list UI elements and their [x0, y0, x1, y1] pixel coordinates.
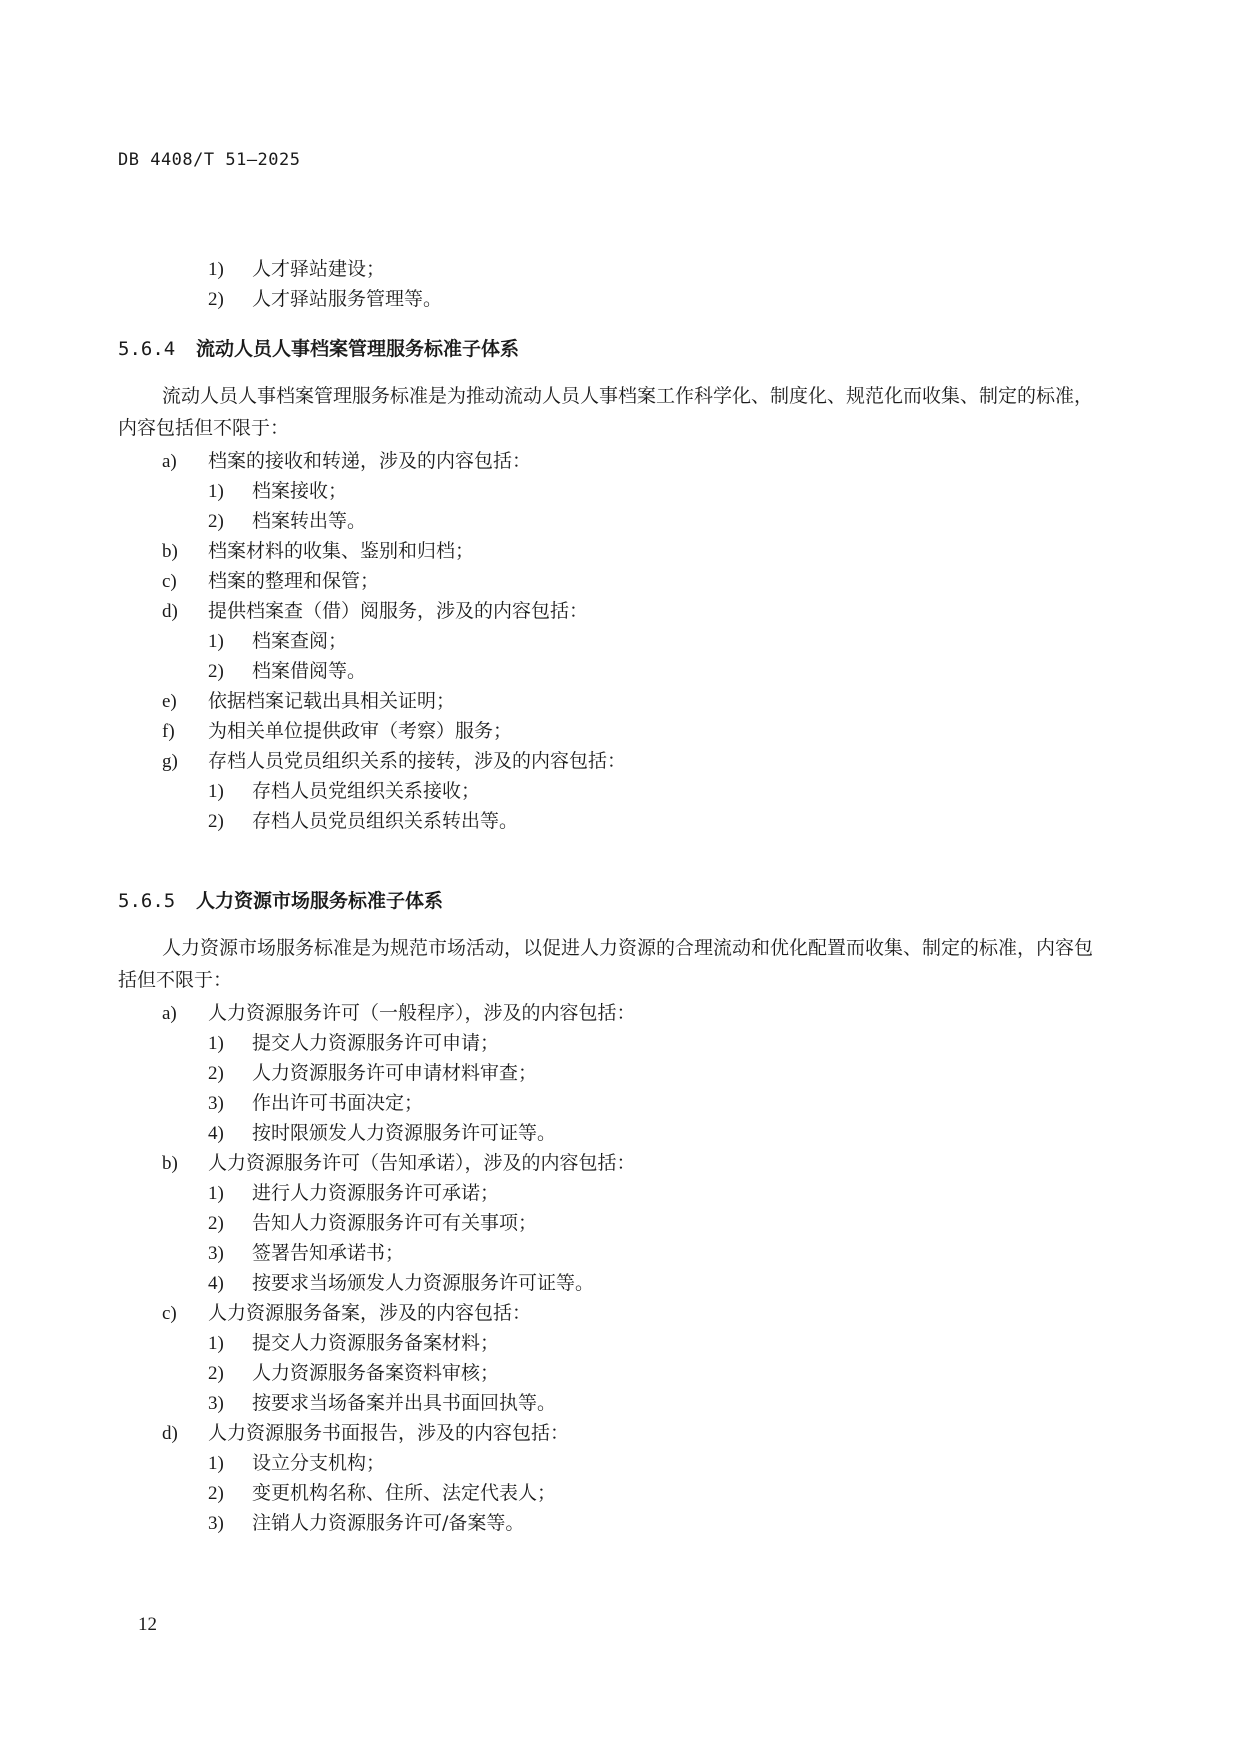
list-text: 人才驿站建设； — [252, 258, 386, 280]
list-item — [162, 746, 626, 777]
list-item — [208, 1118, 556, 1149]
list-text: 变更机构名称、住所、法定代表人； — [252, 1482, 557, 1504]
list-item — [162, 596, 588, 627]
list-marker: 3) — [208, 1513, 224, 1534]
list-text: 签署告知承诺书； — [252, 1242, 405, 1264]
list-marker: 2) — [208, 1363, 224, 1384]
list-text: 存档人员党员组织关系的接转，涉及的内容包括： — [208, 750, 627, 772]
list-text: 人力资源服务书面报告，涉及的内容包括： — [208, 1422, 570, 1444]
section-number: 5.6.4 — [118, 338, 176, 360]
list-text: 按要求当场备案并出具书面回执等。 — [252, 1392, 557, 1414]
list-text: 人力资源服务备案资料审核； — [252, 1362, 500, 1384]
list-item — [208, 1028, 499, 1059]
section-heading-5-6-5 — [118, 886, 443, 916]
list-marker: 2) — [208, 1063, 224, 1084]
list-marker: a) — [162, 1003, 177, 1024]
list-item — [208, 1268, 594, 1299]
list-text: 注销人力资源服务许可/备案等。 — [252, 1512, 525, 1534]
list-text: 按时限颁发人力资源服务许可证等。 — [252, 1122, 557, 1144]
list-item — [208, 1478, 556, 1509]
list-marker: 1) — [208, 481, 224, 502]
list-marker: 4) — [208, 1123, 224, 1144]
list-marker: c) — [162, 571, 177, 592]
list-marker: 1) — [208, 1333, 224, 1354]
list-item — [162, 566, 379, 597]
list-marker: g) — [162, 751, 178, 772]
section-title: 人力资源市场服务标准子体系 — [196, 890, 444, 912]
list-text: 为相关单位提供政审（考察）服务； — [208, 720, 513, 742]
list-text: 设立分支机构； — [252, 1452, 386, 1474]
section-title: 流动人员人事档案管理服务标准子体系 — [196, 338, 520, 360]
list-item — [208, 1328, 499, 1359]
list-item — [208, 1508, 524, 1539]
list-marker: d) — [162, 1423, 178, 1444]
list-marker: f) — [162, 721, 175, 742]
list-item — [208, 284, 442, 315]
list-item — [208, 806, 518, 837]
list-text: 人力资源服务备案，涉及的内容包括： — [208, 1302, 532, 1324]
list-item — [208, 1088, 423, 1119]
list-text: 档案接收； — [252, 480, 348, 502]
list-text: 提交人力资源服务许可申请； — [252, 1032, 500, 1054]
list-marker: 1) — [208, 259, 224, 280]
list-marker: 3) — [208, 1093, 224, 1114]
list-item — [162, 536, 474, 567]
list-text: 提交人力资源服务备案材料； — [252, 1332, 500, 1354]
list-item — [208, 626, 347, 657]
list-item — [162, 1298, 531, 1329]
list-item — [208, 506, 366, 537]
list-text: 存档人员党组织关系接收； — [252, 780, 481, 802]
list-marker: 2) — [208, 289, 224, 310]
list-text: 档案转出等。 — [252, 510, 367, 532]
list-item — [208, 476, 347, 507]
list-text: 告知人力资源服务许可有关事项； — [252, 1212, 538, 1234]
list-text: 档案查阅； — [252, 630, 348, 652]
list-marker: 2) — [208, 1483, 224, 1504]
list-marker: 3) — [208, 1393, 224, 1414]
section-intro: 流动人员人事档案管理服务标准是为推动流动人员人事档案工作科学化、制度化、规范化而收集、制定的标准，内容包括但不限于： — [118, 385, 1094, 439]
list-item — [162, 1148, 636, 1179]
list-marker: 2) — [208, 1213, 224, 1234]
list-item — [208, 1208, 537, 1239]
list-marker: 3) — [208, 1243, 224, 1264]
list-text: 人力资源服务许可（告知承诺），涉及的内容包括： — [208, 1152, 636, 1174]
list-item — [208, 776, 480, 807]
list-marker: 2) — [208, 511, 224, 532]
list-item — [208, 1178, 499, 1209]
list-item — [162, 716, 512, 747]
list-text: 人力资源服务许可申请材料审查； — [252, 1062, 538, 1084]
list-item — [208, 1238, 404, 1269]
list-text: 人才驿站服务管理等。 — [252, 288, 443, 310]
list-item — [208, 656, 366, 687]
list-item — [208, 1358, 499, 1389]
list-text: 作出许可书面决定； — [252, 1092, 424, 1114]
list-marker: b) — [162, 541, 178, 562]
list-text: 人力资源服务许可（一般程序），涉及的内容包括： — [208, 1002, 636, 1024]
list-item — [162, 446, 531, 477]
list-item — [208, 1058, 537, 1089]
list-marker: 1) — [208, 781, 224, 802]
list-marker: a) — [162, 451, 177, 472]
section-heading-5-6-4 — [118, 334, 519, 364]
list-text: 存档人员党员组织关系转出等。 — [252, 810, 519, 832]
list-text: 依据档案记载出具相关证明； — [208, 690, 456, 712]
list-text: 档案的接收和转递，涉及的内容包括： — [208, 450, 532, 472]
list-text: 档案的整理和保管； — [208, 570, 380, 592]
list-marker: b) — [162, 1153, 178, 1174]
list-text: 档案材料的收集、鉴别和归档； — [208, 540, 475, 562]
list-text: 按要求当场颁发人力资源服务许可证等。 — [252, 1272, 595, 1294]
section-intro: 人力资源市场服务标准是为规范市场活动，以促进人力资源的合理流动和优化配置而收集、制定的标准，内容包括但不限于： — [118, 937, 1094, 991]
list-marker: d) — [162, 601, 178, 622]
list-marker: 2) — [208, 661, 224, 682]
list-item — [162, 998, 636, 1029]
list-text: 提供档案查（借）阅服务，涉及的内容包括： — [208, 600, 589, 622]
list-item — [208, 1388, 556, 1419]
document-header: DB 4408/T 51—2025 — [118, 150, 301, 170]
list-marker: c) — [162, 1303, 177, 1324]
list-marker: 1) — [208, 1033, 224, 1054]
page-number: 12 — [138, 1614, 157, 1635]
list-text: 进行人力资源服务许可承诺； — [252, 1182, 500, 1204]
section-number: 5.6.5 — [118, 890, 176, 912]
list-item — [162, 1418, 569, 1449]
list-marker: 4) — [208, 1273, 224, 1294]
list-item — [162, 686, 455, 717]
list-item — [208, 1448, 385, 1479]
list-marker: 1) — [208, 631, 224, 652]
list-text: 档案借阅等。 — [252, 660, 367, 682]
list-item — [208, 254, 385, 285]
list-marker: e) — [162, 691, 177, 712]
list-marker: 1) — [208, 1453, 224, 1474]
list-marker: 2) — [208, 811, 224, 832]
list-marker: 1) — [208, 1183, 224, 1204]
